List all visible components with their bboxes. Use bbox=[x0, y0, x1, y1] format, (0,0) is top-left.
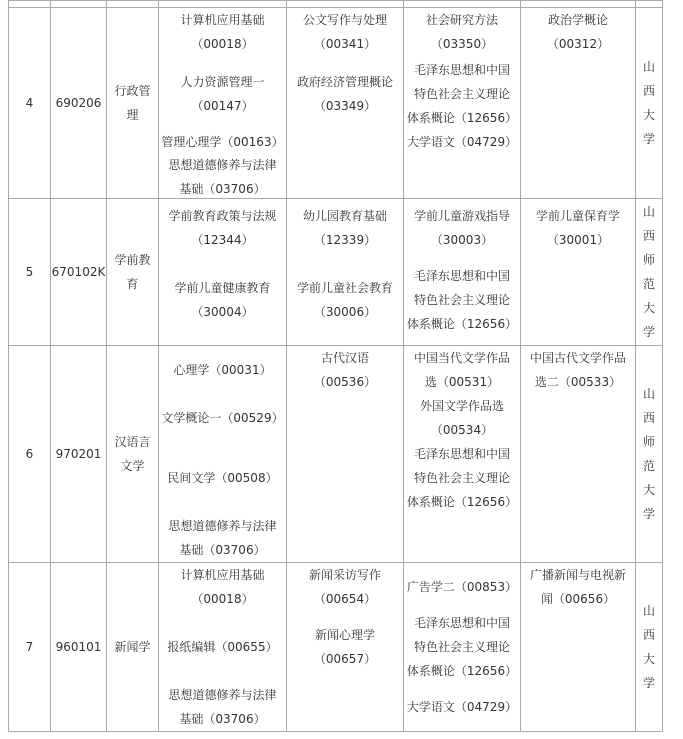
course-line: 闻（00656） bbox=[540, 592, 616, 606]
course-line: 体系概论（12656） bbox=[406, 495, 518, 509]
course-line: 选（00531） bbox=[424, 375, 500, 389]
course-cell-col3 bbox=[404, 199, 521, 346]
course-cell-col4 bbox=[521, 199, 636, 346]
course-line: 广告学二（00853） bbox=[406, 580, 518, 594]
course-cell-col1 bbox=[159, 199, 287, 346]
course-line: 公文写作与处理 bbox=[302, 13, 387, 27]
course-line: （00536） bbox=[313, 375, 377, 389]
major-code: 970201 bbox=[51, 346, 107, 563]
course-line: 体系概论（12656） bbox=[406, 317, 518, 331]
course-line: 古代汉语 bbox=[320, 351, 369, 365]
course-line: 思想道德修养与法律 bbox=[168, 158, 277, 172]
course-line: 学前儿童游戏指导 bbox=[413, 209, 510, 223]
course-line: 新闻采访写作 bbox=[308, 568, 381, 582]
major-name: 学前教 育 bbox=[107, 199, 159, 346]
row-number: 4 bbox=[9, 8, 51, 199]
course-line: 基础（03706） bbox=[179, 182, 266, 196]
course-line: 大学语文（04729） bbox=[406, 135, 518, 149]
course-line: 中国当代文学作品 bbox=[413, 351, 510, 365]
course-line: 广播新闻与电视新 bbox=[529, 568, 626, 582]
table-row-previous bbox=[9, 1, 663, 8]
row-number: 7 bbox=[9, 563, 51, 732]
course-line: 幼儿园教育基础 bbox=[302, 209, 387, 223]
course-line: 政治学概论 bbox=[547, 13, 608, 27]
course-line: 社会研究方法 bbox=[425, 13, 498, 27]
course-line: （30004） bbox=[191, 305, 254, 319]
major-code: 670102K bbox=[51, 199, 107, 346]
course-line: 毛泽东思想和中国 bbox=[413, 447, 510, 461]
table-row bbox=[9, 563, 663, 732]
course-line: 人力资源管理一 bbox=[180, 75, 265, 89]
course-line: （03350） bbox=[430, 37, 494, 51]
course-line: （00312） bbox=[546, 37, 610, 51]
course-cell-col3 bbox=[404, 8, 521, 199]
course-line: （00147） bbox=[191, 99, 254, 113]
major-name: 行政管 理 bbox=[107, 8, 159, 199]
course-cell-col1 bbox=[159, 563, 287, 732]
course-line: 特色社会主义理论 bbox=[413, 471, 510, 485]
course-line: 管理心理学（00163） bbox=[161, 135, 284, 149]
course-line: 心理学（00031） bbox=[173, 363, 272, 377]
course-cell-col1 bbox=[159, 8, 287, 199]
course-line: 计算机应用基础 bbox=[180, 13, 265, 27]
course-cell-col4 bbox=[521, 346, 636, 563]
course-line: 特色社会主义理论 bbox=[413, 87, 510, 101]
course-line: （00018） bbox=[191, 37, 254, 51]
row-number: 5 bbox=[9, 199, 51, 346]
course-cell-col1 bbox=[159, 346, 287, 563]
course-line: 选二（00533） bbox=[534, 375, 622, 389]
course-line: 思想道德修养与法律 bbox=[168, 688, 277, 702]
course-line: 政府经济管理概论 bbox=[296, 75, 393, 89]
course-cell-col4 bbox=[521, 563, 636, 732]
course-cell-col3 bbox=[404, 563, 521, 732]
course-cell-col2 bbox=[287, 563, 404, 732]
course-cell-col2 bbox=[287, 199, 404, 346]
course-line: 毛泽东思想和中国 bbox=[413, 63, 510, 77]
course-line: （30001） bbox=[546, 233, 610, 247]
major-name: 新闻学 bbox=[107, 563, 159, 732]
course-line: 思想道德修养与法律 bbox=[168, 519, 277, 533]
row-number: 6 bbox=[9, 346, 51, 563]
course-line: 民间文学（00508） bbox=[167, 471, 278, 485]
course-line: 特色社会主义理论 bbox=[413, 640, 510, 654]
course-line: 体系概论（12656） bbox=[406, 111, 518, 125]
course-line: 计算机应用基础 bbox=[180, 568, 265, 582]
course-cell-col2 bbox=[287, 346, 404, 563]
course-line: （00341） bbox=[313, 37, 377, 51]
major-name: 汉语言 文学 bbox=[107, 346, 159, 563]
course-line: 中国古代文学作品 bbox=[529, 351, 626, 365]
course-line: 学前儿童保育学 bbox=[535, 209, 620, 223]
course-cell-col2 bbox=[287, 8, 404, 199]
school-name: 山 西 大 学 bbox=[636, 8, 663, 199]
course-line: 大学语文（04729） bbox=[406, 700, 518, 714]
course-line: （30003） bbox=[430, 233, 494, 247]
course-line: 基础（03706） bbox=[179, 712, 266, 726]
course-cell-col4 bbox=[521, 8, 636, 199]
course-line: 特色社会主义理论 bbox=[413, 293, 510, 307]
course-line: 报纸编辑（00655） bbox=[167, 640, 278, 654]
school-name: 山 西 师 范 大 学 bbox=[636, 199, 663, 346]
course-cell-col3 bbox=[404, 346, 521, 563]
course-line: 毛泽东思想和中国 bbox=[413, 616, 510, 630]
major-code: 690206 bbox=[51, 8, 107, 199]
course-line: 新闻心理学 bbox=[314, 628, 375, 642]
course-line: 学前儿童社会教育 bbox=[296, 281, 393, 295]
course-line: 文学概论一（00529） bbox=[161, 411, 284, 425]
course-line: 体系概论（12656） bbox=[406, 664, 518, 678]
course-line: （12339） bbox=[313, 233, 377, 247]
course-line: （00018） bbox=[191, 592, 254, 606]
school-name: 山 西 师 范 大 学 bbox=[636, 346, 663, 563]
school-name: 山 西 大 学 bbox=[636, 563, 663, 732]
course-line: （00654） bbox=[313, 592, 377, 606]
course-line: 基础（03706） bbox=[179, 543, 266, 557]
course-line: 学前儿童健康教育 bbox=[174, 281, 271, 295]
course-line: （30006） bbox=[313, 305, 377, 319]
exam-schedule-table bbox=[8, 0, 663, 732]
major-code: 960101 bbox=[51, 563, 107, 732]
course-line: 学前教育政策与法规 bbox=[168, 209, 277, 223]
course-line: （12344） bbox=[191, 233, 254, 247]
course-line: （00534） bbox=[430, 423, 494, 437]
course-line: （00657） bbox=[313, 652, 377, 666]
table-row bbox=[9, 346, 663, 563]
course-line: （03349） bbox=[313, 99, 377, 113]
course-line: 外国文学作品选 bbox=[419, 399, 504, 413]
table-row bbox=[9, 199, 663, 346]
table-row bbox=[9, 8, 663, 199]
course-line: 毛泽东思想和中国 bbox=[413, 269, 510, 283]
